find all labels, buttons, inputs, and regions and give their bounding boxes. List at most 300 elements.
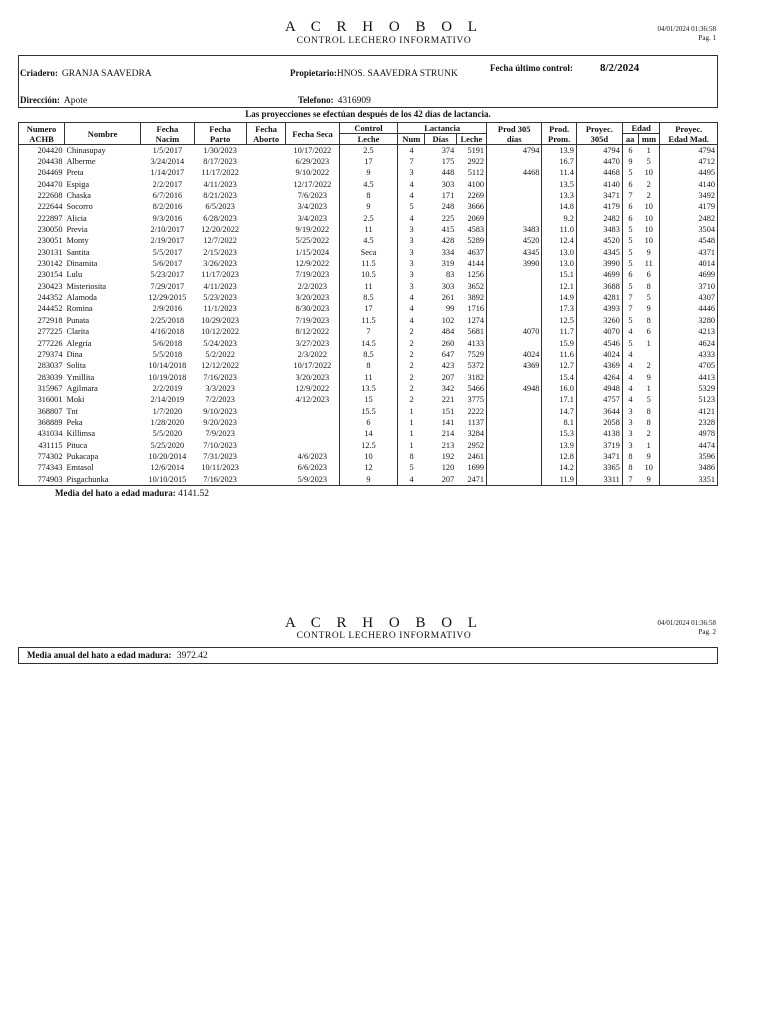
table-row xyxy=(19,327,718,338)
table-row xyxy=(19,202,718,213)
table-cell: 2482 xyxy=(576,213,622,224)
table-cell: 11/1/2023 xyxy=(203,304,237,314)
table-cell: Pisgachunka xyxy=(66,474,109,484)
table-cell xyxy=(246,327,286,338)
col-nombre: Nombre xyxy=(64,123,140,145)
table-cell: 431034 xyxy=(19,429,65,440)
table-cell xyxy=(487,179,542,190)
table-cell: 2 xyxy=(646,429,651,439)
table-row xyxy=(19,406,718,417)
table-cell: 12.1 xyxy=(542,281,576,292)
propietario-label: Propietario: xyxy=(290,68,337,78)
table-cell: 5 xyxy=(622,168,638,179)
table-cell: 16.0 xyxy=(542,383,576,394)
table-cell: 1274 xyxy=(467,315,485,325)
table-cell: 16.7 xyxy=(542,156,576,167)
table-cell: 5 xyxy=(622,224,638,235)
table-cell: 2.5 xyxy=(339,213,398,224)
table-cell: 4264 xyxy=(576,372,622,383)
table-cell: 4138 xyxy=(576,429,622,440)
table-cell: 4 xyxy=(622,349,638,360)
table-cell: 7 xyxy=(339,327,398,338)
table-cell: 6/5/2023 xyxy=(205,202,235,212)
table-cell xyxy=(246,440,286,451)
table-cell: 222644 xyxy=(19,202,65,213)
table-cell: 2952 xyxy=(467,440,485,450)
table-cell: 102 xyxy=(441,315,455,325)
table-cell: 4 xyxy=(398,474,425,486)
table-cell xyxy=(487,338,542,349)
table-cell: 12/9/2022 xyxy=(295,259,330,269)
table-cell: 11.9 xyxy=(542,474,576,486)
table-cell: 2.5 xyxy=(339,145,398,157)
propietario-value: HNOS. SAAVEDRA STRUNK xyxy=(336,69,458,79)
table-cell: 3365 xyxy=(576,463,622,474)
table-cell: 2/19/2017 xyxy=(150,236,185,246)
table-cell: 4 xyxy=(398,145,425,157)
table-cell: 3/27/2023 xyxy=(295,338,330,348)
table-cell: 3492 xyxy=(660,190,718,201)
col-lact-leche: Leche xyxy=(456,134,486,145)
table-cell: 428 xyxy=(441,236,455,246)
table-cell: 1256 xyxy=(467,270,485,280)
table-cell: 12/7/2022 xyxy=(203,236,237,246)
table-cell: 99 xyxy=(445,304,455,314)
lactation-table xyxy=(18,122,718,486)
table-cell: 6/6/2023 xyxy=(297,463,328,473)
table-cell: 230142 xyxy=(19,258,65,269)
table-cell: 7 xyxy=(398,156,425,167)
timestamp-p2: 04/01/2024 01:36:58 xyxy=(657,619,716,627)
table-cell: 7/31/2023 xyxy=(203,451,237,461)
table-cell: 3688 xyxy=(576,281,622,292)
table-cell: 1699 xyxy=(467,463,485,473)
table-cell: 7 xyxy=(622,304,638,315)
media-anual-row xyxy=(27,650,208,661)
table-cell: 8/12/2022 xyxy=(295,327,330,337)
timestamp-block xyxy=(657,25,716,43)
table-cell: 3351 xyxy=(660,474,718,486)
brand-title: A C R H O B O L xyxy=(285,19,483,35)
table-cell: 3483 xyxy=(487,224,542,235)
table-cell: 2/2/2017 xyxy=(152,179,183,189)
table-cell: 4624 xyxy=(660,338,718,349)
table-cell: 9 xyxy=(339,168,398,179)
table-cell: 2/2/2019 xyxy=(152,383,183,393)
table-cell: 5/23/2023 xyxy=(203,293,237,303)
table-cell: 6 xyxy=(622,145,638,157)
table-cell: 3 xyxy=(622,429,638,440)
table-body xyxy=(19,145,718,486)
table-cell: 1 xyxy=(646,145,651,155)
table-cell: 5 xyxy=(398,202,425,213)
table-cell: 3/26/2023 xyxy=(203,259,237,269)
table-cell: 10/20/2014 xyxy=(148,451,187,461)
direccion-row xyxy=(20,90,87,108)
table-cell: 12/20/2022 xyxy=(201,225,240,235)
col-edad-mm: mm xyxy=(638,134,660,145)
table-cell: 9 xyxy=(646,474,651,484)
table-cell: 3486 xyxy=(660,463,718,474)
col-prod305: Prod 305 días xyxy=(487,123,542,145)
table-cell: 7/19/2023 xyxy=(295,315,330,325)
table-cell: Alamoda xyxy=(66,293,97,303)
table-cell xyxy=(246,168,286,179)
table-cell: 4333 xyxy=(660,349,718,360)
table-cell: 17.1 xyxy=(542,395,576,406)
table-cell: 10/11/2023 xyxy=(201,463,239,473)
table-cell: 2 xyxy=(646,191,651,201)
table-cell: 12.5 xyxy=(339,440,398,451)
direccion-value: Apote xyxy=(63,96,88,106)
table-cell: 12.8 xyxy=(542,451,576,462)
table-cell: 4520 xyxy=(576,236,622,247)
table-cell: 2482 xyxy=(660,213,718,224)
table-cell xyxy=(246,451,286,462)
table-cell: 244352 xyxy=(19,292,65,303)
table-cell: 83 xyxy=(445,270,455,280)
table-cell: 13.0 xyxy=(542,247,576,258)
table-cell: 4070 xyxy=(576,327,622,338)
table-cell: 6 xyxy=(622,179,638,190)
table-cell: 9/10/2023 xyxy=(203,406,237,416)
table-cell: 3284 xyxy=(467,429,485,439)
table-cell: 11/17/2022 xyxy=(201,168,239,178)
table-cell: 4583 xyxy=(467,225,485,235)
table-cell: 4281 xyxy=(576,292,622,303)
table-cell: 4446 xyxy=(660,304,718,315)
table-row xyxy=(19,395,718,406)
table-cell: 14.8 xyxy=(542,202,576,213)
table-cell xyxy=(246,406,286,417)
table-cell: 3 xyxy=(398,224,425,235)
table-cell: Previa xyxy=(66,225,88,235)
table-cell: 7 xyxy=(622,190,638,201)
table-cell: 774903 xyxy=(19,474,65,486)
table-cell: 5191 xyxy=(467,145,485,155)
table-row xyxy=(19,304,718,315)
table-cell: 2 xyxy=(398,383,425,394)
telefono-value: 4316909 xyxy=(337,96,371,106)
table-cell: 5372 xyxy=(467,361,485,371)
table-cell: 342 xyxy=(441,383,455,393)
table-cell: 4/11/2023 xyxy=(203,179,237,189)
table-cell: 2 xyxy=(398,327,425,338)
table-cell: 5681 xyxy=(467,327,485,337)
table-cell: 204470 xyxy=(19,179,65,190)
table-cell: 3/20/2023 xyxy=(295,372,330,382)
table-cell: 4024 xyxy=(487,349,542,360)
table-cell: 1/5/2017 xyxy=(152,145,183,155)
table-cell xyxy=(487,202,542,213)
table-cell: 4/12/2023 xyxy=(295,395,330,405)
table-cell: 4468 xyxy=(487,168,542,179)
propietario-row xyxy=(290,63,458,81)
table-cell: 3 xyxy=(398,168,425,179)
table-cell: 3775 xyxy=(467,395,485,405)
table-cell: 1/7/2020 xyxy=(152,406,183,416)
table-cell xyxy=(487,395,542,406)
table-cell xyxy=(286,440,339,451)
table-cell: 12 xyxy=(339,463,398,474)
table-cell: 1/14/2017 xyxy=(150,168,185,178)
table-cell: 4978 xyxy=(660,429,718,440)
table-cell: 2/10/2017 xyxy=(150,225,185,235)
table-cell: 5/6/2017 xyxy=(152,259,183,269)
table-cell: 484 xyxy=(441,327,455,337)
table-cell: 4133 xyxy=(467,338,485,348)
table-cell: 2/2/2023 xyxy=(297,281,328,291)
table-row xyxy=(19,156,718,167)
table-cell: 3710 xyxy=(660,281,718,292)
table-cell: 4371 xyxy=(660,247,718,258)
table-cell: 3/3/2023 xyxy=(205,383,235,393)
table-cell: 3182 xyxy=(467,372,485,382)
table-cell: 230050 xyxy=(19,224,65,235)
table-cell: 3 xyxy=(622,406,638,417)
table-cell: 4470 xyxy=(576,156,622,167)
table-cell xyxy=(487,281,542,292)
table-cell: 647 xyxy=(441,349,455,359)
table-cell xyxy=(246,224,286,235)
table-cell: 9 xyxy=(646,247,651,257)
table-cell: 4121 xyxy=(660,406,718,417)
table-cell: 4.5 xyxy=(339,236,398,247)
table-cell: 279374 xyxy=(19,349,65,360)
table-cell xyxy=(246,236,286,247)
table-cell xyxy=(246,202,286,213)
table-cell: 7/10/2023 xyxy=(203,440,237,450)
table-cell: 1 xyxy=(398,417,425,428)
table-cell: 7/29/2017 xyxy=(150,281,185,291)
table-cell: Clarita xyxy=(66,327,90,337)
table-cell: Pukacapa xyxy=(66,451,99,461)
table-cell: 4699 xyxy=(576,270,622,281)
table-cell: 368889 xyxy=(19,417,65,428)
table-cell xyxy=(246,281,286,292)
table-cell: 7/6/2023 xyxy=(297,191,328,201)
table-cell: 8/30/2023 xyxy=(295,304,330,314)
table-cell: 4100 xyxy=(467,179,485,189)
table-cell: 9 xyxy=(646,451,651,461)
table-cell xyxy=(246,474,286,486)
table-row xyxy=(19,315,718,326)
table-cell: 11.6 xyxy=(542,349,576,360)
table-cell: 1/28/2020 xyxy=(150,417,185,427)
table-cell xyxy=(487,304,542,315)
col-lact-num: Num xyxy=(398,134,425,145)
table-cell: 3 xyxy=(622,417,638,428)
table-cell: 3644 xyxy=(576,406,622,417)
table-cell xyxy=(246,304,286,315)
table-cell: 303 xyxy=(441,179,455,189)
table-cell: 4213 xyxy=(660,327,718,338)
table-cell: 11 xyxy=(339,281,398,292)
table-cell: 7/16/2023 xyxy=(203,474,237,484)
table-cell: 221 xyxy=(441,395,455,405)
table-cell: 225 xyxy=(441,213,455,223)
table-cell: 8.5 xyxy=(339,292,398,303)
table-cell: 230131 xyxy=(19,247,65,258)
table-row xyxy=(19,168,718,179)
table-row xyxy=(19,292,718,303)
table-cell xyxy=(246,292,286,303)
table-cell: 277226 xyxy=(19,338,65,349)
table-cell: 3 xyxy=(622,440,638,451)
table-cell: 5/5/2018 xyxy=(152,349,183,359)
table-cell: 10 xyxy=(644,463,653,473)
table-cell: 315967 xyxy=(19,383,65,394)
table-cell xyxy=(487,451,542,462)
table-cell: 2222 xyxy=(467,406,485,416)
table-row xyxy=(19,349,718,360)
table-cell: 10 xyxy=(644,213,653,223)
table-cell xyxy=(246,145,286,157)
table-cell: 4345 xyxy=(576,247,622,258)
table-cell: 9 xyxy=(646,304,651,314)
table-cell: 3666 xyxy=(467,202,485,212)
table-cell: Moki xyxy=(66,395,85,405)
table-cell: 3260 xyxy=(576,315,622,326)
table-cell: 3/4/2023 xyxy=(297,202,328,212)
table-cell: 9/3/2016 xyxy=(152,213,183,223)
table-cell: 3/20/2023 xyxy=(295,293,330,303)
table-cell: 2461 xyxy=(467,451,485,461)
table-cell: 17.3 xyxy=(542,304,576,315)
table-cell: 11.5 xyxy=(339,258,398,269)
table-cell: 8/2/2016 xyxy=(152,202,183,212)
table-cell: 5/25/2020 xyxy=(150,440,185,450)
table-cell xyxy=(246,372,286,383)
table-cell: 14 xyxy=(339,429,398,440)
table-cell: 7/2/2023 xyxy=(205,395,235,405)
table-cell: 368807 xyxy=(19,406,65,417)
table-cell: 4794 xyxy=(487,145,542,157)
table-cell: 13.5 xyxy=(339,383,398,394)
table-cell: 4 xyxy=(398,315,425,326)
table-cell xyxy=(487,213,542,224)
table-cell: 12/29/2015 xyxy=(148,293,187,303)
table-cell: 2/14/2019 xyxy=(150,395,185,405)
table-row xyxy=(19,417,718,428)
table-cell: 4474 xyxy=(660,440,718,451)
table-cell: 4495 xyxy=(660,168,718,179)
table-row xyxy=(19,474,718,486)
table-cell xyxy=(487,315,542,326)
table-cell: 213 xyxy=(441,440,455,450)
table-cell: 10.5 xyxy=(339,270,398,281)
table-cell: 4948 xyxy=(487,383,542,394)
table-cell: 2 xyxy=(398,338,425,349)
table-cell: 244452 xyxy=(19,304,65,315)
table-row xyxy=(19,429,718,440)
table-cell: 248 xyxy=(441,202,455,212)
table-cell: 4369 xyxy=(576,361,622,372)
table-cell: Solita xyxy=(66,361,86,371)
table-cell: Seca xyxy=(339,247,398,258)
table-cell: 2269 xyxy=(467,191,485,201)
table-cell: 15.3 xyxy=(542,429,576,440)
table-cell: Tnt xyxy=(66,406,78,416)
table-cell: 8.5 xyxy=(339,349,398,360)
table-cell: 277225 xyxy=(19,327,65,338)
table-row xyxy=(19,258,718,269)
table-cell: 141 xyxy=(441,417,455,427)
table-cell: 4345 xyxy=(487,247,542,258)
table-cell: 175 xyxy=(441,157,455,167)
table-cell: 4393 xyxy=(576,304,622,315)
media-hato-value: 4141.52 xyxy=(178,489,210,499)
table-cell xyxy=(246,463,286,474)
table-cell: 10/17/2022 xyxy=(293,145,332,155)
table-cell: 283039 xyxy=(19,372,65,383)
table-cell xyxy=(286,429,339,440)
table-cell: 171 xyxy=(441,191,455,201)
table-cell: Killimsa xyxy=(66,429,96,439)
table-cell xyxy=(487,406,542,417)
table-row xyxy=(19,236,718,247)
table-cell: 10/14/2018 xyxy=(148,361,187,371)
table-cell: 4 xyxy=(622,383,638,394)
table-cell: 230051 xyxy=(19,236,65,247)
table-cell: 5 xyxy=(622,247,638,258)
table-cell: 10/19/2018 xyxy=(148,372,187,382)
col-lactancia: Lactancia xyxy=(398,123,487,134)
table-cell xyxy=(246,338,286,349)
table-cell: 7/16/2023 xyxy=(203,372,237,382)
table-cell: 6 xyxy=(622,270,638,281)
table-cell: 4/6/2023 xyxy=(297,451,328,461)
table-cell: 7 xyxy=(622,292,638,303)
table-cell: Peka xyxy=(66,417,83,427)
table-cell: 3892 xyxy=(467,293,485,303)
table-cell: 6/29/2023 xyxy=(295,157,330,167)
table-row xyxy=(19,145,718,157)
table-cell: 14.9 xyxy=(542,292,576,303)
table-cell xyxy=(246,270,286,281)
table-cell: 15.1 xyxy=(542,270,576,281)
table-cell: 1 xyxy=(646,440,651,450)
table-cell: 204469 xyxy=(19,168,65,179)
table-cell: 7529 xyxy=(467,349,485,359)
table-cell: 9.2 xyxy=(542,213,576,224)
table-cell: 3990 xyxy=(487,258,542,269)
table-cell: 2922 xyxy=(467,157,485,167)
table-cell: 4140 xyxy=(660,179,718,190)
table-cell: 13.9 xyxy=(542,440,576,451)
table-cell: 2 xyxy=(398,361,425,372)
table-cell: 5/9/2023 xyxy=(297,474,328,484)
table-cell: 9/20/2023 xyxy=(203,417,237,427)
table-cell: 423 xyxy=(441,361,455,371)
table-cell: 3 xyxy=(398,270,425,281)
media-anual-label: Media anual del hato a edad madura: xyxy=(27,650,172,660)
table-cell: Alicia xyxy=(66,213,87,223)
table-row xyxy=(19,451,718,462)
table-cell: 11.7 xyxy=(542,327,576,338)
table-cell: 4 xyxy=(398,179,425,190)
table-cell: 5/2/2022 xyxy=(205,349,235,359)
table-cell: 2/25/2018 xyxy=(150,315,185,325)
table-cell: 15.5 xyxy=(339,406,398,417)
table-cell: 4 xyxy=(622,395,638,406)
table-cell: 3 xyxy=(398,247,425,258)
table-cell: 1/15/2024 xyxy=(295,247,330,257)
table-cell: 3/24/2014 xyxy=(150,157,185,167)
table-cell xyxy=(487,429,542,440)
table-cell: 222897 xyxy=(19,213,65,224)
table-cell: 5/25/2022 xyxy=(295,236,330,246)
